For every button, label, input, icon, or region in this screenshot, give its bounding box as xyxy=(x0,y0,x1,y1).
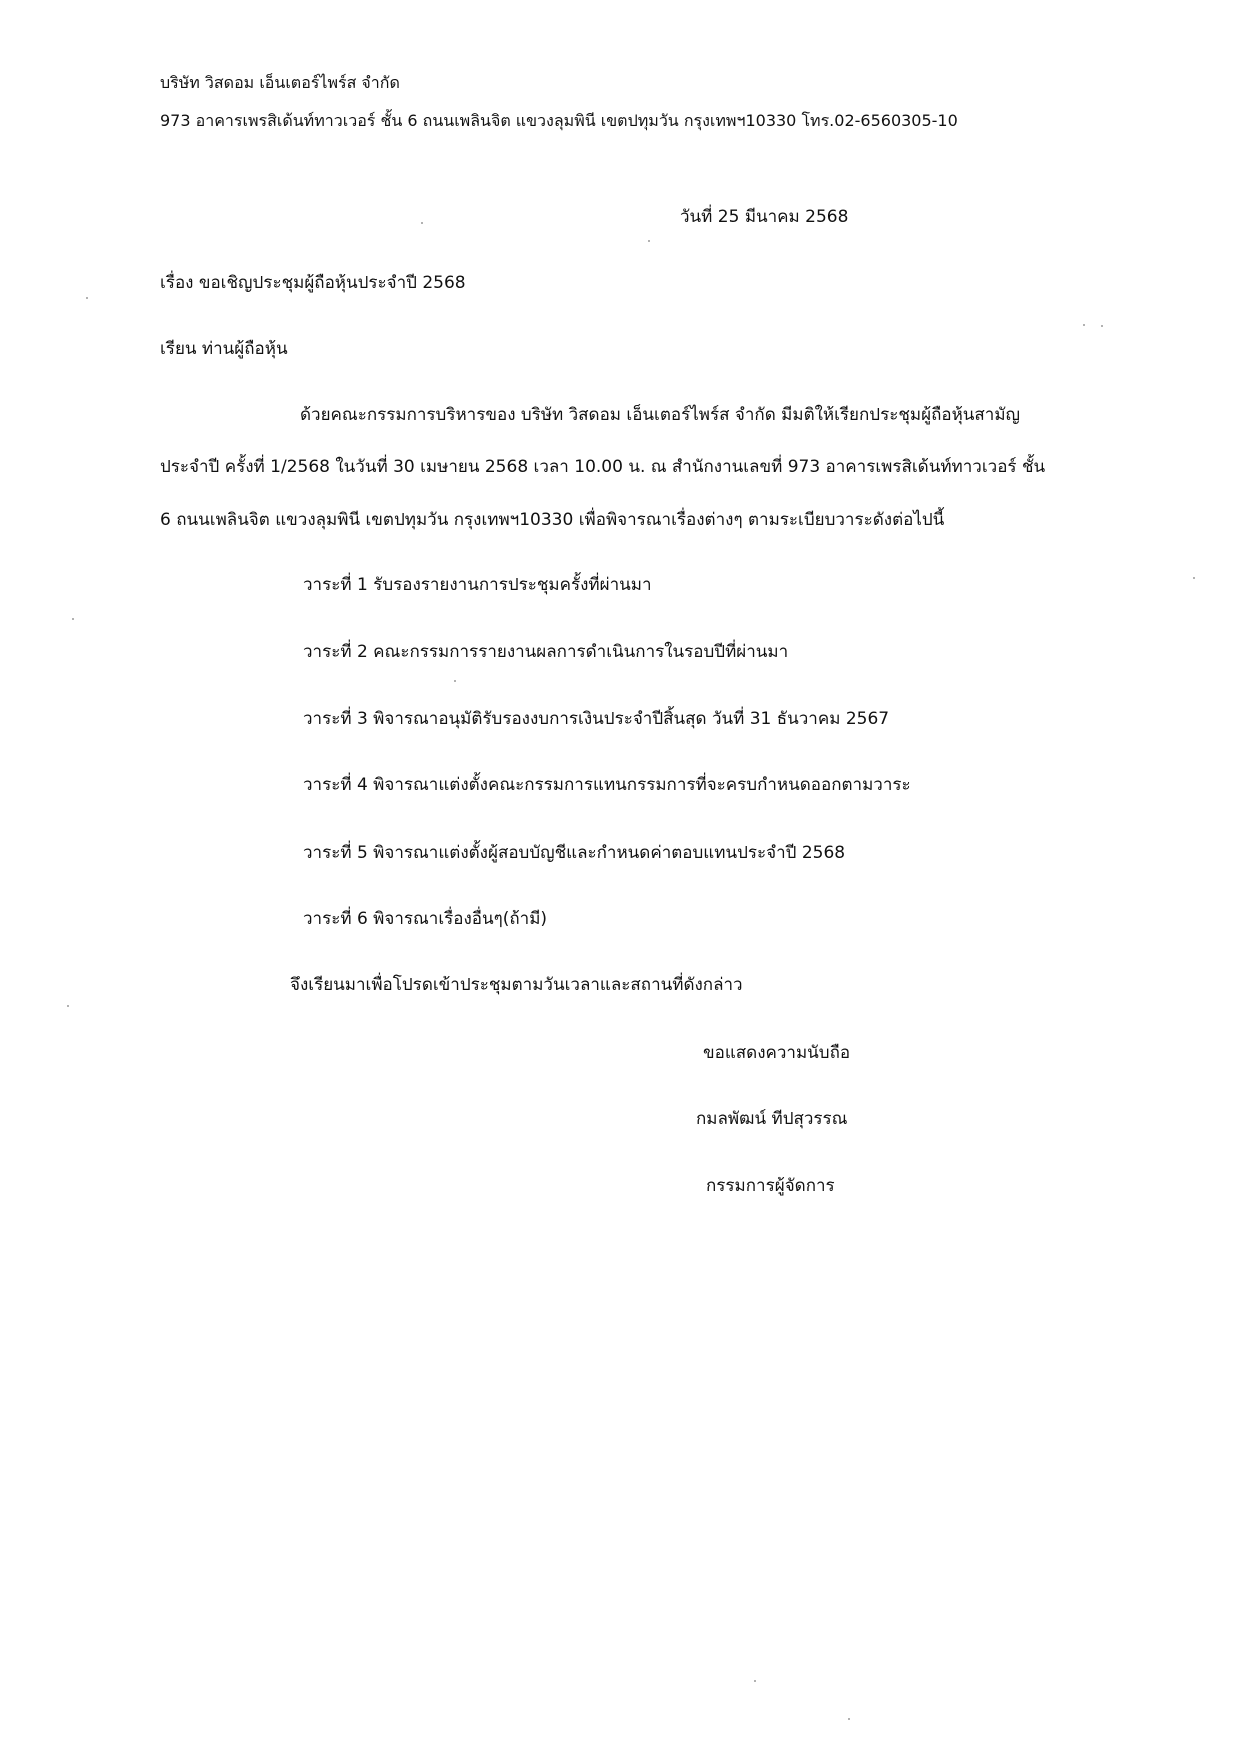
scan-speck xyxy=(1101,325,1103,327)
agenda-item: วาระที่ 1 รับรองรายงานการประชุมครั้งที่ผ่านมา xyxy=(303,575,652,595)
scan-speck xyxy=(648,240,650,242)
company-name: บริษัท วิสดอม เอ็นเตอร์ไพร์ส จำกัด xyxy=(160,73,400,92)
letter-salutation: เรียน ท่านผู้ถือหุ้น xyxy=(160,339,288,359)
signer-name: กมลพัฒน์ ทีปสุวรรณ xyxy=(696,1109,848,1129)
scan-speck xyxy=(1083,324,1085,326)
scan-speck xyxy=(1193,577,1195,579)
scan-speck xyxy=(72,618,74,620)
scan-speck xyxy=(848,1718,850,1720)
body-paragraph-line: ด้วยคณะกรรมการบริหารของ บริษัท วิสดอม เอ็นเตอร์ไพร์ส จำกัด มีมติให้เรียกประชุมผู้ถือหุ้นสามัญ xyxy=(300,405,1021,425)
scan-speck xyxy=(421,222,423,224)
letter-date: วันที่ 25 มีนาคม 2568 xyxy=(680,207,849,227)
letter-subject: เรื่อง ขอเชิญประชุมผู้ถือหุ้นประจำปี 2568 xyxy=(160,273,466,293)
scan-speck xyxy=(86,297,88,299)
agenda-item: วาระที่ 6 พิจารณาเรื่องอื่นๆ(ถ้ามี) xyxy=(303,909,548,929)
signer-title: กรรมการผู้จัดการ xyxy=(706,1176,835,1196)
agenda-item: วาระที่ 2 คณะกรรมการรายงานผลการดำเนินการในรอบปีที่ผ่านมา xyxy=(303,642,789,662)
scan-speck xyxy=(67,1005,69,1007)
agenda-item: วาระที่ 3 พิจารณาอนุมัติรับรองงบการเงินประจำปีสิ้นสุด วันที่ 31 ธันวาคม 2567 xyxy=(303,709,890,729)
company-address: 973 อาคารเพรสิเด้นท์ทาวเวอร์ ชั้น 6 ถนนเพลินจิต แขวงลุมพินี เขตปทุมวัน กรุงเทพฯ10330 โทร.02-6560305-10 xyxy=(160,111,958,130)
scan-speck xyxy=(754,1680,756,1682)
body-paragraph-line: ประจำปี ครั้งที่ 1/2568 ในวันที่ 30 เมษายน 2568 เวลา 10.00 น. ณ สำนักงานเลขที่ 973 อาคารเพรสิเด้นท์ทาวเวอร์ ชั้น xyxy=(160,457,1046,477)
regards-line: ขอแสดงความนับถือ xyxy=(703,1043,851,1063)
agenda-item: วาระที่ 5 พิจารณาแต่งตั้งผู้สอบบัญชีและกำหนดค่าตอบแทนประจำปี 2568 xyxy=(303,843,846,863)
agenda-item: วาระที่ 4 พิจารณาแต่งตั้งคณะกรรมการแทนกรรมการที่จะครบกำหนดออกตามวาระ xyxy=(303,775,911,795)
body-paragraph-line: 6 ถนนเพลินจิต แขวงลุมพินี เขตปทุมวัน กรุงเทพฯ10330 เพื่อพิจารณาเรื่องต่างๆ ตามระเบียบวาระดังต่อไปนี้ xyxy=(160,510,945,530)
closing-line: จึงเรียนมาเพื่อโปรดเข้าประชุมตามวันเวลาและสถานที่ดังกล่าว xyxy=(290,975,743,995)
scan-speck xyxy=(454,680,456,682)
